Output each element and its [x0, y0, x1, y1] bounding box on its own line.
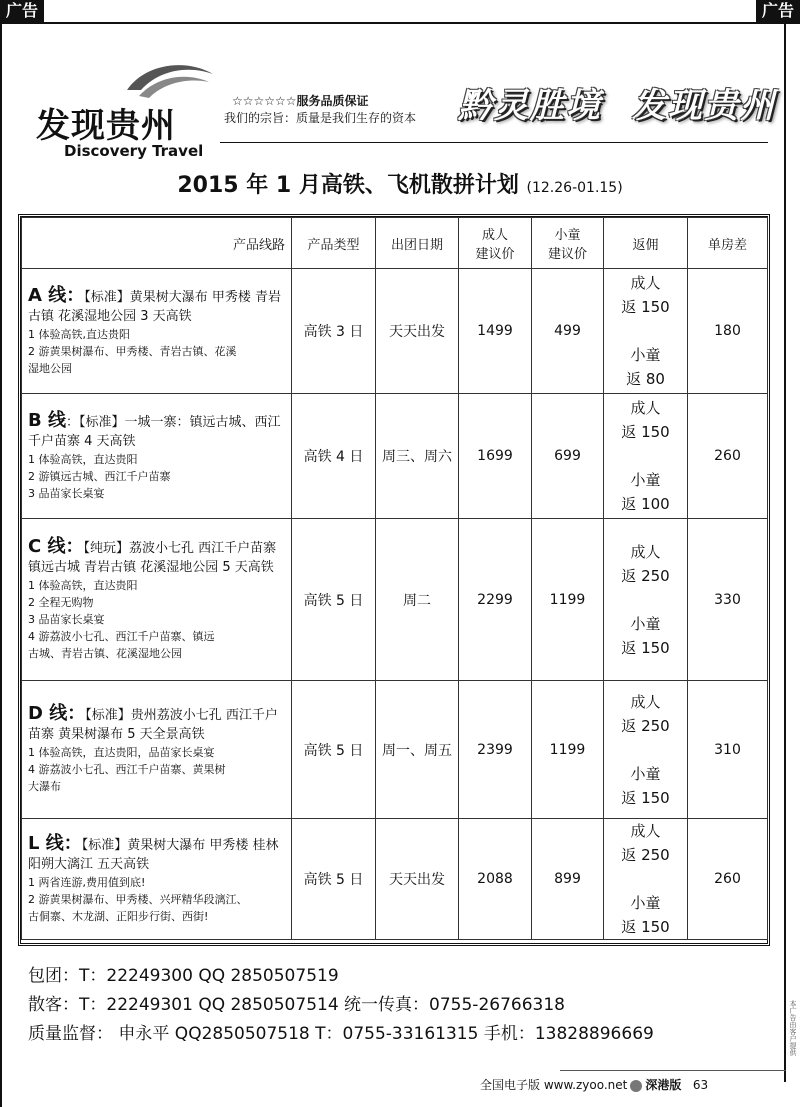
contact-info: [28, 962, 654, 1049]
route-cell: [22, 269, 292, 394]
route-detail: 1 体验高铁,直达贵阳: [28, 327, 130, 341]
contact-individual: 散客：T：22249301 QQ 2850507514 统一传真：0755-26766318: [28, 995, 565, 1015]
title-date-range: (12.26-01.15): [526, 180, 623, 196]
route-cell: [22, 519, 292, 681]
ad-label-left: 广告: [0, 0, 44, 22]
route-detail: 2 游镇远古城、西江千户苗寨: [28, 469, 171, 483]
route-detail: 4 游荔波小七孔、西江千户苗寨、镇远: [28, 630, 215, 643]
single-room-price: 260: [688, 819, 768, 940]
product-type: 高铁 3 日: [292, 269, 376, 394]
headline: [458, 78, 776, 127]
header-route: 产品线路: [22, 218, 292, 269]
route-detail: 1 两省连游,费用值到底!: [28, 875, 146, 889]
adult-price: 2399: [459, 681, 532, 819]
table-row: [22, 681, 768, 819]
headline-part1: 黔灵胜境: [458, 86, 602, 126]
table-header-row: [22, 218, 768, 269]
route-cell: [22, 819, 292, 940]
rebate-cell: 成人 返 250 小童 返 150: [604, 519, 688, 681]
side-note: 本广告由客户提供: [789, 1000, 797, 1056]
header-rule: [220, 142, 768, 143]
slogan: ☆☆☆☆☆☆服务品质保证: [232, 94, 369, 108]
ad-label-right: 广告: [756, 0, 800, 22]
contact-group-tour: 包团：T：22249300 QQ 2850507519: [28, 966, 339, 986]
header-date: 出团日期: [376, 218, 459, 269]
product-type: 高铁 5 日: [292, 519, 376, 681]
single-room-price: 310: [688, 681, 768, 819]
product-type: 高铁 4 日: [292, 394, 376, 519]
route-title: 【标准】黄果树大瀑布 甲秀楼 桂林 阳朔大漓江 五天高铁: [28, 837, 279, 872]
adult-price: 2088: [459, 819, 532, 940]
route-detail: 2 游黄果树瀑布、甲秀楼、青岩古镇、花溪: [28, 344, 237, 358]
route-cell: [22, 394, 292, 519]
departure-date: 天天出发: [376, 269, 459, 394]
top-rule: [0, 22, 800, 24]
route-detail: 大瀑布: [28, 780, 61, 793]
brand-name: 发现贵州: [36, 106, 176, 146]
header-type: 产品类型: [292, 218, 376, 269]
itinerary-table: [18, 214, 770, 946]
footer-text: 全国电子版 www.zyoo.net: [480, 1078, 628, 1092]
route-title: 【标准】贵州荔波小七孔 西江千户苗寨 黄果树瀑布 5 天全景高铁: [28, 708, 278, 742]
route-detail: 1 体验高铁，直达贵阳: [28, 579, 138, 592]
table-row: [22, 819, 768, 940]
route-title: ：【标准】一城一寨：镇远古城、西江千户苗寨 4 天高铁: [28, 414, 281, 449]
departure-date: 周一、周五: [376, 681, 459, 819]
route-title: 【标准】黄果树大瀑布 甲秀楼 青岩古镇 花溪湿地公园 3 天高铁: [28, 289, 281, 324]
child-price: 1199: [532, 681, 604, 819]
single-room-price: 260: [688, 394, 768, 519]
header-rebate: 返佣: [604, 218, 688, 269]
route-detail: 1 体验高铁，直达贵阳，品苗家长桌宴: [28, 746, 215, 759]
table-row: [22, 519, 768, 681]
rebate-cell: 成人 返 150 小童 返 100: [604, 394, 688, 519]
route-name: B 线: [28, 409, 66, 431]
route-name: D 线：: [28, 703, 86, 724]
adult-price: 1699: [459, 394, 532, 519]
route-title: 【纯玩】荔波小七孔 西江千户苗寨 镇远古城 青岩古镇 花溪湿地公园 5 天高铁: [28, 541, 277, 575]
page-number: 63: [692, 1078, 709, 1092]
child-price: 899: [532, 819, 604, 940]
departure-date: 周二: [376, 519, 459, 681]
route-name: L 线：: [28, 832, 82, 854]
title-main: 2015 年 1 月高铁、飞机散拼计划: [177, 173, 519, 198]
rebate-cell: 成人 返 150 小童 返 80: [604, 269, 688, 394]
route-detail: 3 品苗家长桌宴: [28, 613, 105, 626]
single-room-price: 180: [688, 269, 768, 394]
table-row: [22, 269, 768, 394]
route-detail: 古城、青岩古镇、花溪湿地公园: [28, 647, 182, 660]
route-detail: 3 品苗家长桌宴: [28, 486, 105, 500]
header-single-room: 单房差: [688, 218, 768, 269]
route-detail: 古侗寨、木龙湖、正阳步行街、西街!: [28, 909, 209, 923]
rebate-cell: 成人 返 250 小童 返 150: [604, 681, 688, 819]
route-detail: 4 游荔波小七孔、西江千户苗寨、黄果树: [28, 763, 226, 776]
table-row: [22, 394, 768, 519]
route-detail: 湿地公园: [28, 361, 72, 375]
adult-price: 1499: [459, 269, 532, 394]
headline-part2: 发现贵州: [632, 86, 776, 126]
logo: [30, 56, 220, 160]
route-detail: 2 全程无购物: [28, 596, 94, 609]
footer-edition: 深港版: [645, 1078, 682, 1092]
route-cell: [22, 681, 292, 819]
adult-price: 2299: [459, 519, 532, 681]
route-detail: 2 游黄果树瀑布、甲秀楼、兴坪精华段漓江、: [28, 892, 248, 906]
departure-date: 周三、周六: [376, 394, 459, 519]
rebate-cell: 成人 返 250 小童 返 150: [604, 819, 688, 940]
single-room-price: 330: [688, 519, 768, 681]
motto: 我们的宗旨：质量是我们生存的资本: [224, 111, 417, 125]
circle-badge-icon: [630, 1080, 642, 1092]
footer-rule: [560, 1070, 786, 1071]
brand-name-en: Discovery Travel: [64, 142, 204, 160]
child-price: 499: [532, 269, 604, 394]
header-adult-price: 成人 建议价: [459, 218, 532, 269]
child-price: 699: [532, 394, 604, 519]
child-price: 1199: [532, 519, 604, 681]
route-detail: 1 体验高铁，直达贵阳: [28, 452, 138, 466]
page-title: [0, 168, 800, 199]
product-type: 高铁 5 日: [292, 681, 376, 819]
product-type: 高铁 5 日: [292, 819, 376, 940]
header-child-price: 小童 建议价: [532, 218, 604, 269]
departure-date: 天天出发: [376, 819, 459, 940]
route-name: C 线：: [28, 536, 84, 557]
contact-quality: 质量监督： 申永平 QQ2850507518 T：0755-33161315 手机：13828896669: [28, 1024, 654, 1044]
footer: [480, 1076, 708, 1093]
route-name: A 线：: [28, 284, 85, 306]
